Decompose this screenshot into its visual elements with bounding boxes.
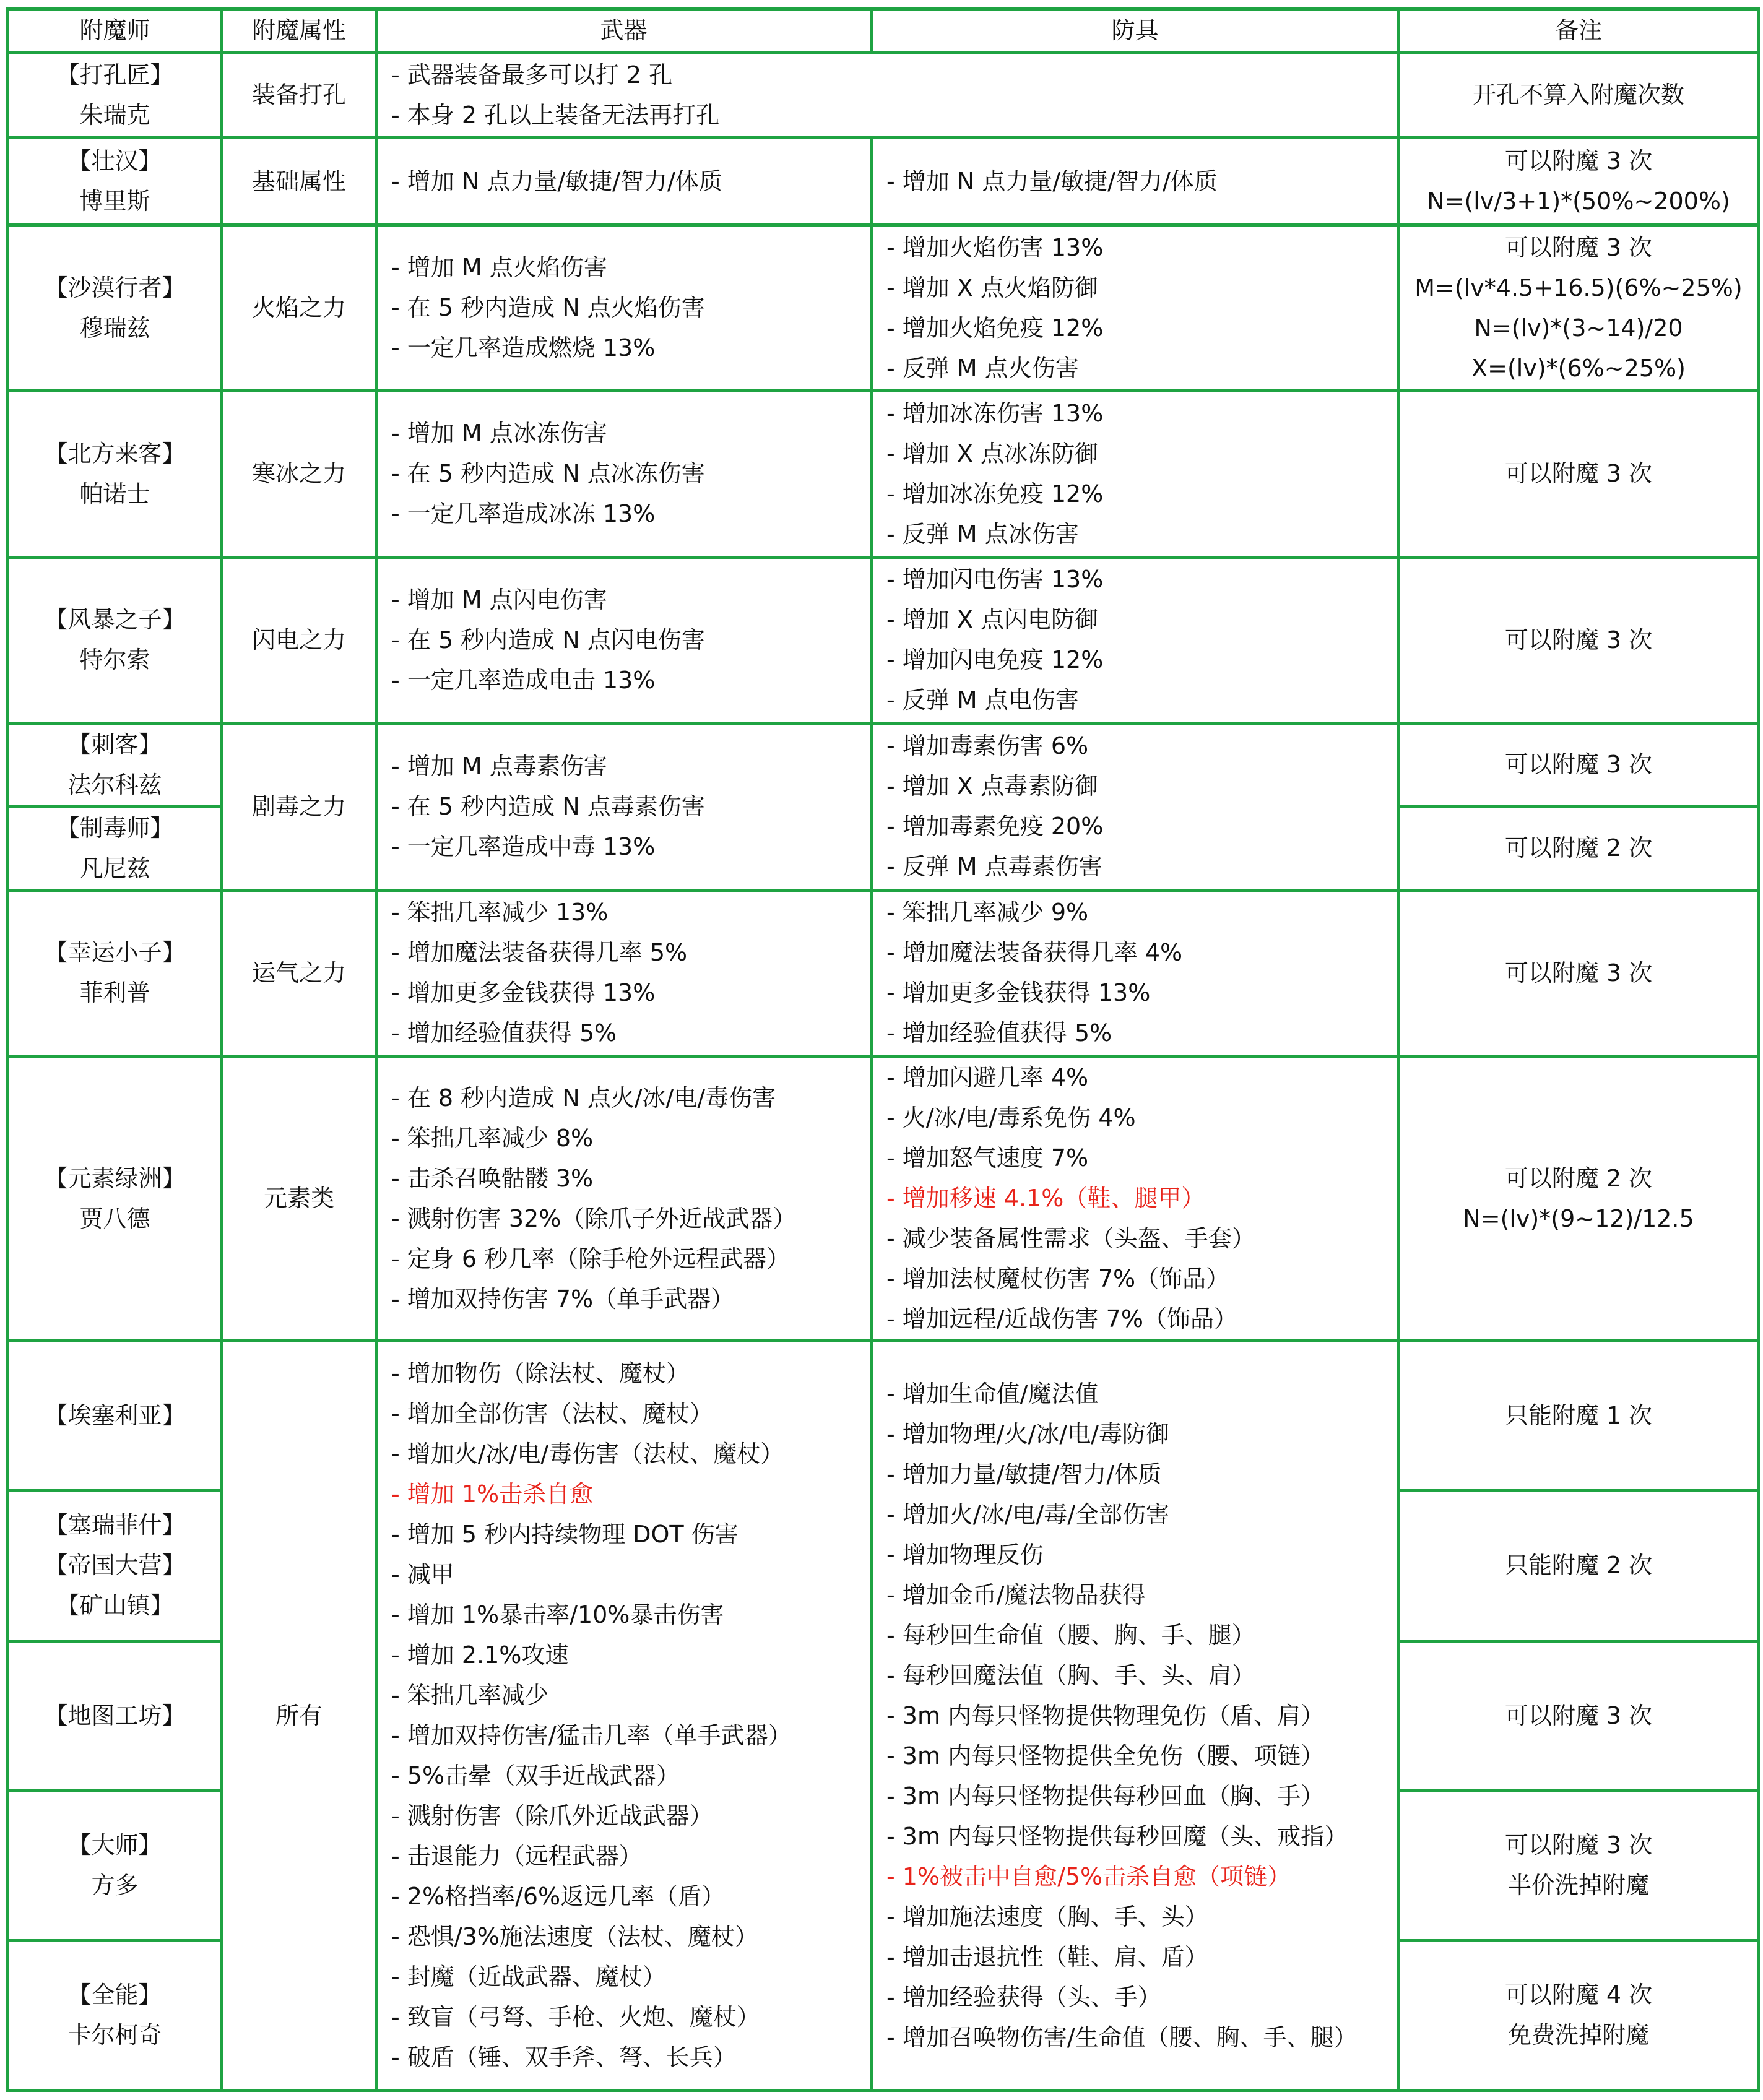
enchanter-cell: [8, 391, 222, 557]
effect-line-highlight: - 增加移速 4.1%（鞋、腿甲）: [886, 1185, 1205, 1212]
enchanter-name: 博里斯: [79, 188, 150, 215]
effect-line: - 增加金币/魔法物品获得: [886, 1581, 1146, 1609]
note-line: M=(lv*4.5+16.5)(6%~25%): [1414, 274, 1743, 301]
effect-line: - 增加火焰免疫 12%: [886, 314, 1104, 342]
table-row: [8, 1056, 1759, 1341]
note-line: 可以附魔 3 次: [1504, 751, 1653, 779]
weapon-cell: [376, 890, 872, 1056]
note-line: 可以附魔 3 次: [1504, 147, 1653, 175]
effect-line: - 增加火/冰/电/毒伤害（法杖、魔杖）: [391, 1440, 784, 1468]
effect-line: - 增加经验值获得 5%: [886, 1019, 1112, 1047]
attribute-cell: 火焰之力: [222, 225, 376, 391]
effect-line: - 增加 M 点闪电伤害: [391, 585, 607, 613]
effect-line: - 增加闪避几率 4%: [886, 1064, 1089, 1092]
effect-line-highlight: - 1%被击中自愈/5%击杀自愈（项链）: [886, 1862, 1291, 1890]
note-line: 可以附魔 3 次: [1504, 626, 1653, 654]
effect-line: - 增加冰冻伤害 13%: [886, 399, 1104, 427]
enchanter-cell: [8, 806, 222, 890]
note-cell: [1399, 1341, 1759, 1491]
enchanter-title: 【全能】: [67, 1981, 162, 2009]
effect-line: - 增加 N 点力量/敏捷/智力/体质: [886, 167, 1218, 195]
enchanter-title: 【元素绿洲】: [44, 1164, 186, 1192]
note-line: 可以附魔 2 次: [1504, 1164, 1653, 1192]
attribute-cell: 元素类: [222, 1056, 376, 1341]
enchanter-cell: [8, 1940, 222, 2090]
attribute-cell: 基础属性: [222, 138, 376, 225]
enchant-table: [6, 7, 1760, 2092]
effect-line: - 增加 5 秒内持续物理 DOT 伤害: [391, 1521, 739, 1549]
enchanter-cell: [8, 1791, 222, 1940]
weapon-armor-cell: [376, 53, 1399, 138]
attribute-cell: 闪电之力: [222, 557, 376, 723]
note-cell: [1399, 1791, 1759, 1940]
effect-line: - 增加闪电伤害 13%: [886, 566, 1104, 594]
note-line: X=(lv)*(6%~25%): [1471, 354, 1686, 382]
effect-line: - 3m 内每只怪物提供每秒回血（胸、手）: [886, 1782, 1325, 1810]
note-line: 可以附魔 3 次: [1504, 233, 1653, 261]
effect-line: - 减甲: [391, 1561, 454, 1589]
enchanter-cell: [8, 138, 222, 225]
enchanter-cell: [8, 1056, 222, 1341]
effect-line: - 增加 X 点火焰防御: [886, 274, 1098, 301]
note-line: N=(lv)*(3~14)/20: [1474, 314, 1683, 342]
note-cell: [1399, 806, 1759, 890]
enchanter-title: 【壮汉】: [67, 147, 162, 175]
note-line: 免费洗掉附魔: [1507, 2021, 1649, 2049]
header-weapon: 武器: [376, 9, 872, 53]
enchanter-cell: [8, 557, 222, 723]
effect-line: - 增加毒素免疫 20%: [886, 813, 1104, 840]
enchanter-title: 【塞瑞菲什】: [44, 1511, 186, 1539]
enchanter-title: 【沙漠行者】: [44, 274, 186, 301]
enchanter-cell: [8, 1491, 222, 1641]
effect-line: - 增加 N 点力量/敏捷/智力/体质: [391, 167, 722, 195]
effect-line: - 笨拙几率减少 9%: [886, 899, 1089, 927]
weapon-cell: [376, 391, 872, 557]
table-row: [8, 890, 1759, 1056]
note-cell: [1399, 1056, 1759, 1341]
effect-line: - 增加 X 点冰冻防御: [886, 439, 1098, 467]
enchanter-name: 特尔索: [79, 646, 150, 674]
note-cell: [1399, 1641, 1759, 1791]
effect-line: - 在 5 秒内造成 N 点毒素伤害: [391, 792, 705, 820]
effect-line: - 致盲（弓弩、手枪、火炮、魔杖）: [391, 2003, 760, 2031]
enchanter-name: 帕诺士: [79, 480, 150, 508]
header-armor: 防具: [872, 9, 1399, 53]
enchanter-title: 【地图工坊】: [44, 1701, 186, 1729]
effect-line: - 增加 X 点毒素防御: [886, 772, 1098, 800]
effect-line: - 每秒回魔法值（胸、手、头、肩）: [886, 1661, 1255, 1689]
effect-line: - 一定几率造成燃烧 13%: [391, 334, 656, 362]
effect-line: - 反弹 M 点电伤害: [886, 686, 1079, 714]
enchanter-name: 菲利普: [79, 979, 150, 1007]
enchanter-cell: [8, 1341, 222, 1491]
note-cell: [1399, 723, 1759, 806]
table-row: [8, 53, 1759, 138]
effect-line: - 一定几率造成冰冻 13%: [391, 500, 656, 528]
note-line: 只能附魔 1 次: [1504, 1402, 1653, 1430]
table-row: [8, 1341, 1759, 1491]
effect-line: - 火/冰/电/毒系免伤 4%: [886, 1104, 1136, 1132]
armor-cell: [872, 557, 1399, 723]
effect-line: - 破盾（锤、双手斧、弩、长兵）: [391, 2044, 737, 2072]
effect-line: - 3m 内每只怪物提供物理免伤（盾、肩）: [886, 1701, 1325, 1729]
effect-line: - 增加物理/火/冰/电/毒防御: [886, 1420, 1170, 1448]
effect-line: - 溅射伤害（除爪外近战武器）: [391, 1802, 713, 1830]
effect-line: - 定身 6 秒几率（除手枪外远程武器）: [391, 1245, 791, 1273]
effect-line: - 封魔（近战武器、魔杖）: [391, 1963, 666, 1991]
enchanter-cell: [8, 1641, 222, 1791]
effect-line: - 在 8 秒内造成 N 点火/冰/电/毒伤害: [391, 1084, 776, 1112]
effect-line: - 武器装备最多可以打 2 孔: [391, 61, 673, 89]
armor-cell: [872, 225, 1399, 391]
effect-line: - 增加火/冰/电/毒/全部伤害: [886, 1500, 1170, 1528]
effect-line: - 增加 M 点冰冻伤害: [391, 420, 607, 447]
attribute-cell: 寒冰之力: [222, 391, 376, 557]
note-line: 可以附魔 3 次: [1504, 460, 1653, 488]
effect-line: - 增加全部伤害（法杖、魔杖）: [391, 1400, 713, 1428]
effect-line: - 3m 内每只怪物提供全免伤（腰、项链）: [886, 1742, 1325, 1769]
effect-line: - 增加魔法装备获得几率 5%: [391, 939, 688, 967]
note-cell: [1399, 53, 1759, 138]
table-row: [8, 723, 1759, 806]
effect-line: - 增加击退抗性（鞋、肩、盾）: [886, 1943, 1208, 1971]
table-row: [8, 391, 1759, 557]
attribute-cell: 装备打孔: [222, 53, 376, 138]
effect-line: - 在 5 秒内造成 N 点闪电伤害: [391, 626, 705, 654]
effect-line: - 恐惧/3%施法速度（法杖、魔杖）: [391, 1923, 758, 1951]
header-note: 备注: [1399, 9, 1759, 53]
armor-cell: [872, 890, 1399, 1056]
effect-line: - 溅射伤害 32%（除爪子外近战武器）: [391, 1204, 797, 1232]
note-cell: [1399, 138, 1759, 225]
effect-line: - 2%格挡率/6%返远几率（盾）: [391, 1883, 726, 1911]
effect-line: - 本身 2 孔以上装备无法再打孔: [391, 101, 720, 129]
effect-line: - 减少装备属性需求（头盔、手套）: [886, 1225, 1255, 1253]
enchanter-title: 【风暴之子】: [44, 606, 186, 634]
enchanter-title: 【幸运小子】: [44, 939, 186, 967]
effect-line-highlight: - 增加 1%击杀自愈: [391, 1480, 594, 1508]
weapon-cell: [376, 1341, 872, 2091]
effect-line: - 增加怒气速度 7%: [886, 1144, 1089, 1172]
attribute-cell: 剧毒之力: [222, 723, 376, 890]
note-line: 可以附魔 3 次: [1504, 959, 1653, 987]
effect-line: - 增加 X 点闪电防御: [886, 606, 1098, 634]
armor-cell: [872, 1056, 1399, 1341]
effect-line: - 笨拙几率减少: [391, 1682, 548, 1709]
enchanter-title: 【刺客】: [67, 730, 162, 758]
header-row: [8, 9, 1759, 53]
note-line: 可以附魔 3 次: [1504, 1701, 1653, 1729]
effect-line: - 每秒回生命值（腰、胸、手、腿）: [886, 1621, 1255, 1649]
effect-line: - 增加生命值/魔法值: [886, 1380, 1099, 1407]
weapon-cell: [376, 723, 872, 890]
effect-line: - 一定几率造成电击 13%: [391, 666, 656, 694]
note-line: 半价洗掉附魔: [1507, 1872, 1649, 1899]
note-line: 可以附魔 4 次: [1504, 1981, 1653, 2009]
weapon-cell: [376, 138, 872, 225]
enchanter-title: 【制毒师】: [56, 814, 174, 842]
enchanter-name: 贾八德: [79, 1204, 150, 1232]
note-cell: [1399, 1940, 1759, 2090]
effect-line: - 增加召唤物伤害/生命值（腰、胸、手、腿）: [886, 2023, 1358, 2051]
table-row: [8, 225, 1759, 391]
note-cell: [1399, 890, 1759, 1056]
armor-cell: [872, 391, 1399, 557]
armor-cell: [872, 1341, 1399, 2091]
effect-line: - 增加 M 点火焰伤害: [391, 254, 607, 282]
enchanter-title: 【北方来客】: [44, 439, 186, 467]
weapon-cell: [376, 557, 872, 723]
effect-line: - 增加 1%暴击率/10%暴击伤害: [391, 1601, 724, 1629]
enchanter-cell: [8, 225, 222, 391]
effect-line: - 增加双持伤害/猛击几率（单手武器）: [391, 1722, 792, 1750]
enchanter-name: 方多: [91, 1872, 139, 1899]
weapon-cell: [376, 1056, 872, 1341]
effect-line: - 增加毒素伤害 6%: [886, 732, 1089, 760]
enchanter-cell: [8, 890, 222, 1056]
effect-line: - 增加远程/近战伤害 7%（饰品）: [886, 1305, 1237, 1333]
armor-cell: [872, 723, 1399, 890]
effect-line: - 在 5 秒内造成 N 点冰冻伤害: [391, 460, 705, 488]
effect-line: - 增加 M 点毒素伤害: [391, 752, 607, 780]
enchanter-cell: [8, 723, 222, 806]
enchanter-title: 【打孔匠】: [56, 61, 174, 89]
effect-line: - 增加力量/敏捷/智力/体质: [886, 1460, 1162, 1488]
effect-line: - 反弹 M 点冰伤害: [886, 520, 1079, 548]
note-line: N=(lv/3+1)*(50%~200%): [1427, 188, 1730, 215]
enchanter-title: 【矿山镇】: [56, 1592, 174, 1620]
note-line: 开孔不算入附魔次数: [1472, 81, 1684, 109]
enchanter-name: 穆瑞兹: [79, 314, 150, 342]
effect-line: - 在 5 秒内造成 N 点火焰伤害: [391, 294, 705, 322]
note-line: 可以附魔 2 次: [1504, 834, 1653, 862]
effect-line: - 增加闪电免疫 12%: [886, 646, 1104, 674]
effect-line: - 增加双持伤害 7%（单手武器）: [391, 1285, 735, 1313]
effect-line: - 笨拙几率减少 8%: [391, 1124, 594, 1152]
note-cell: [1399, 1491, 1759, 1641]
effect-line: - 增加物伤（除法杖、魔杖）: [391, 1360, 690, 1388]
effect-line: - 击退能力（远程武器）: [391, 1843, 643, 1870]
enchanter-name: 法尔科兹: [67, 771, 162, 798]
header-enchanter: 附魔师: [8, 9, 222, 53]
note-cell: [1399, 391, 1759, 557]
effect-line: - 3m 内每只怪物提供每秒回魔（头、戒指）: [886, 1822, 1348, 1850]
effect-line: - 笨拙几率减少 13%: [391, 899, 609, 927]
effect-line: - 反弹 M 点火伤害: [886, 354, 1079, 382]
effect-line: - 5%击晕（双手近战武器）: [391, 1762, 680, 1790]
effect-line: - 增加经验获得（头、手）: [886, 1983, 1161, 2011]
effect-line: - 增加经验值获得 5%: [391, 1019, 617, 1047]
enchanter-name: 卡尔柯奇: [67, 2021, 162, 2049]
enchanter-name: 朱瑞克: [79, 101, 150, 129]
effect-line: - 击杀召唤骷髅 3%: [391, 1164, 594, 1192]
enchanter-title: 【埃塞利亚】: [44, 1402, 186, 1430]
effect-line: - 增加物理反伤: [886, 1540, 1044, 1568]
effect-line: - 增加施法速度（胸、手、头）: [886, 1903, 1208, 1930]
enchanter-title: 【帝国大营】: [44, 1552, 186, 1579]
effect-line: - 一定几率造成中毒 13%: [391, 832, 656, 860]
effect-line: - 增加冰冻免疫 12%: [886, 480, 1104, 508]
effect-line: - 增加魔法装备获得几率 4%: [886, 939, 1183, 967]
enchanter-name: 凡尼兹: [79, 854, 150, 882]
effect-line: - 反弹 M 点毒素伤害: [886, 853, 1102, 881]
effect-line: - 增加火焰伤害 13%: [886, 233, 1104, 261]
effect-line: - 增加 2.1%攻速: [391, 1641, 569, 1669]
attribute-cell: 运气之力: [222, 890, 376, 1056]
note-line: 可以附魔 3 次: [1504, 1831, 1653, 1859]
table-row: [8, 138, 1759, 225]
enchanter-cell: [8, 53, 222, 138]
effect-line: - 增加更多金钱获得 13%: [391, 979, 656, 1007]
note-cell: [1399, 557, 1759, 723]
note-cell: [1399, 225, 1759, 391]
attribute-cell: 所有: [222, 1341, 376, 2091]
note-line: 只能附魔 2 次: [1504, 1552, 1653, 1579]
armor-cell: [872, 138, 1399, 225]
weapon-cell: [376, 225, 872, 391]
enchanter-title: 【大师】: [67, 1831, 162, 1859]
effect-line: - 增加更多金钱获得 13%: [886, 979, 1151, 1007]
note-line: N=(lv)*(9~12)/12.5: [1463, 1204, 1694, 1232]
header-attribute: 附魔属性: [222, 9, 376, 53]
table-row: [8, 557, 1759, 723]
effect-line: - 增加法杖魔杖伤害 7%（饰品）: [886, 1265, 1230, 1293]
